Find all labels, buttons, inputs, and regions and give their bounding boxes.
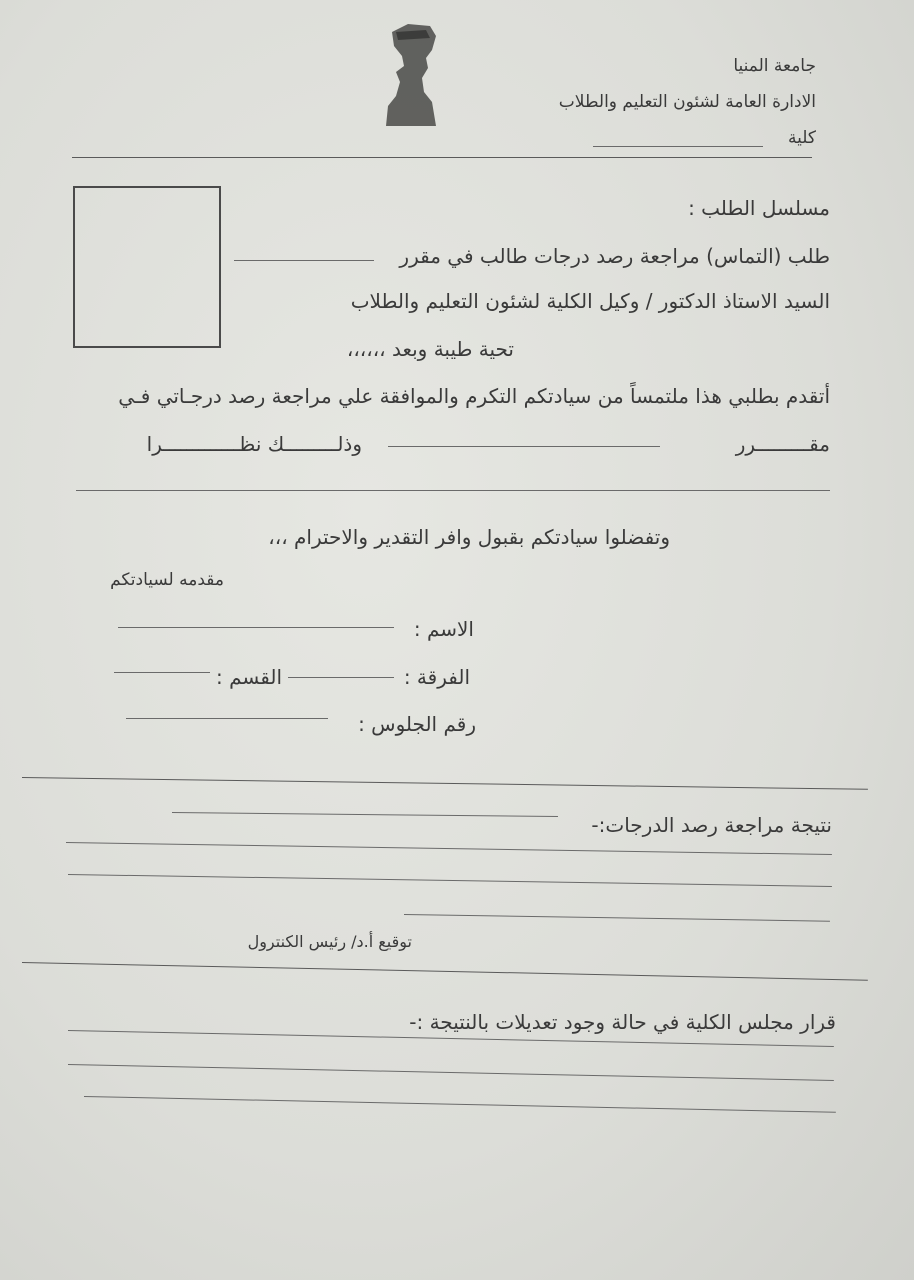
header-divider	[72, 157, 812, 158]
department-field-line[interactable]	[114, 672, 210, 673]
seat-number-label: رقم الجلوس :	[358, 712, 476, 736]
course-field-line-title[interactable]	[234, 260, 374, 261]
seat-number-field-line[interactable]	[126, 718, 328, 719]
faculty-label: كلية	[788, 128, 816, 148]
faculty-field-line[interactable]	[593, 146, 763, 147]
reason-field-line[interactable]	[76, 490, 830, 491]
name-field-line[interactable]	[118, 627, 394, 628]
section-divider-1	[22, 777, 868, 790]
council-decision-label: قرار مجلس الكلية في حالة وجود تعديلات بالنتيجة :-	[409, 1010, 836, 1034]
greeting: تحية طيبة وبعد ،،،،،،	[346, 337, 514, 361]
council-field-line-3[interactable]	[84, 1096, 836, 1113]
submitted-to: مقدمه لسيادتكم	[110, 570, 224, 590]
administration-name: الادارة العامة لشئون التعليم والطلاب	[558, 92, 816, 112]
request-title: طلب (التماس) مراجعة رصد درجات طالب في مقرر	[399, 244, 830, 268]
body-line-1: أتقدم بطلبي هذا ملتمساً من سيادتكم التكرم والموافقة علي مراجعة رصد درجـاتي فـي	[118, 384, 830, 408]
name-label: الاسم :	[413, 617, 474, 641]
review-field-line-4[interactable]	[404, 914, 830, 922]
university-name: جامعة المنيا	[733, 56, 816, 76]
nefertiti-logo-icon	[378, 22, 440, 130]
review-field-line-3[interactable]	[68, 874, 832, 887]
course-field-line[interactable]	[388, 446, 660, 447]
department-label: القسم :	[215, 665, 282, 689]
photo-box	[73, 186, 221, 348]
body-course-label: مقـــــــــرر	[735, 432, 830, 456]
review-result-label: نتيجة مراجعة رصد الدرجات:-	[591, 813, 832, 837]
council-field-line-2[interactable]	[68, 1064, 834, 1081]
year-label: الفرقة :	[403, 665, 470, 689]
serial-label: مسلسل الطلب :	[688, 196, 830, 220]
review-field-line-1[interactable]	[172, 812, 558, 817]
body-reason-label: وذلـــــــــك نظـــــــــــــرا	[146, 432, 362, 456]
section-divider-2	[22, 962, 868, 981]
addressee: السيد الاستاذ الدكتور / وكيل الكلية لشئون التعليم والطلاب	[350, 289, 830, 313]
review-field-line-2[interactable]	[66, 842, 832, 855]
year-field-line[interactable]	[288, 677, 394, 678]
closing: وتفضلوا سيادتكم بقبول وافر التقدير والاحترام ،،،	[268, 525, 670, 549]
control-head-signature-label: توقيع أ.د/ رئيس الكنترول	[247, 932, 412, 951]
